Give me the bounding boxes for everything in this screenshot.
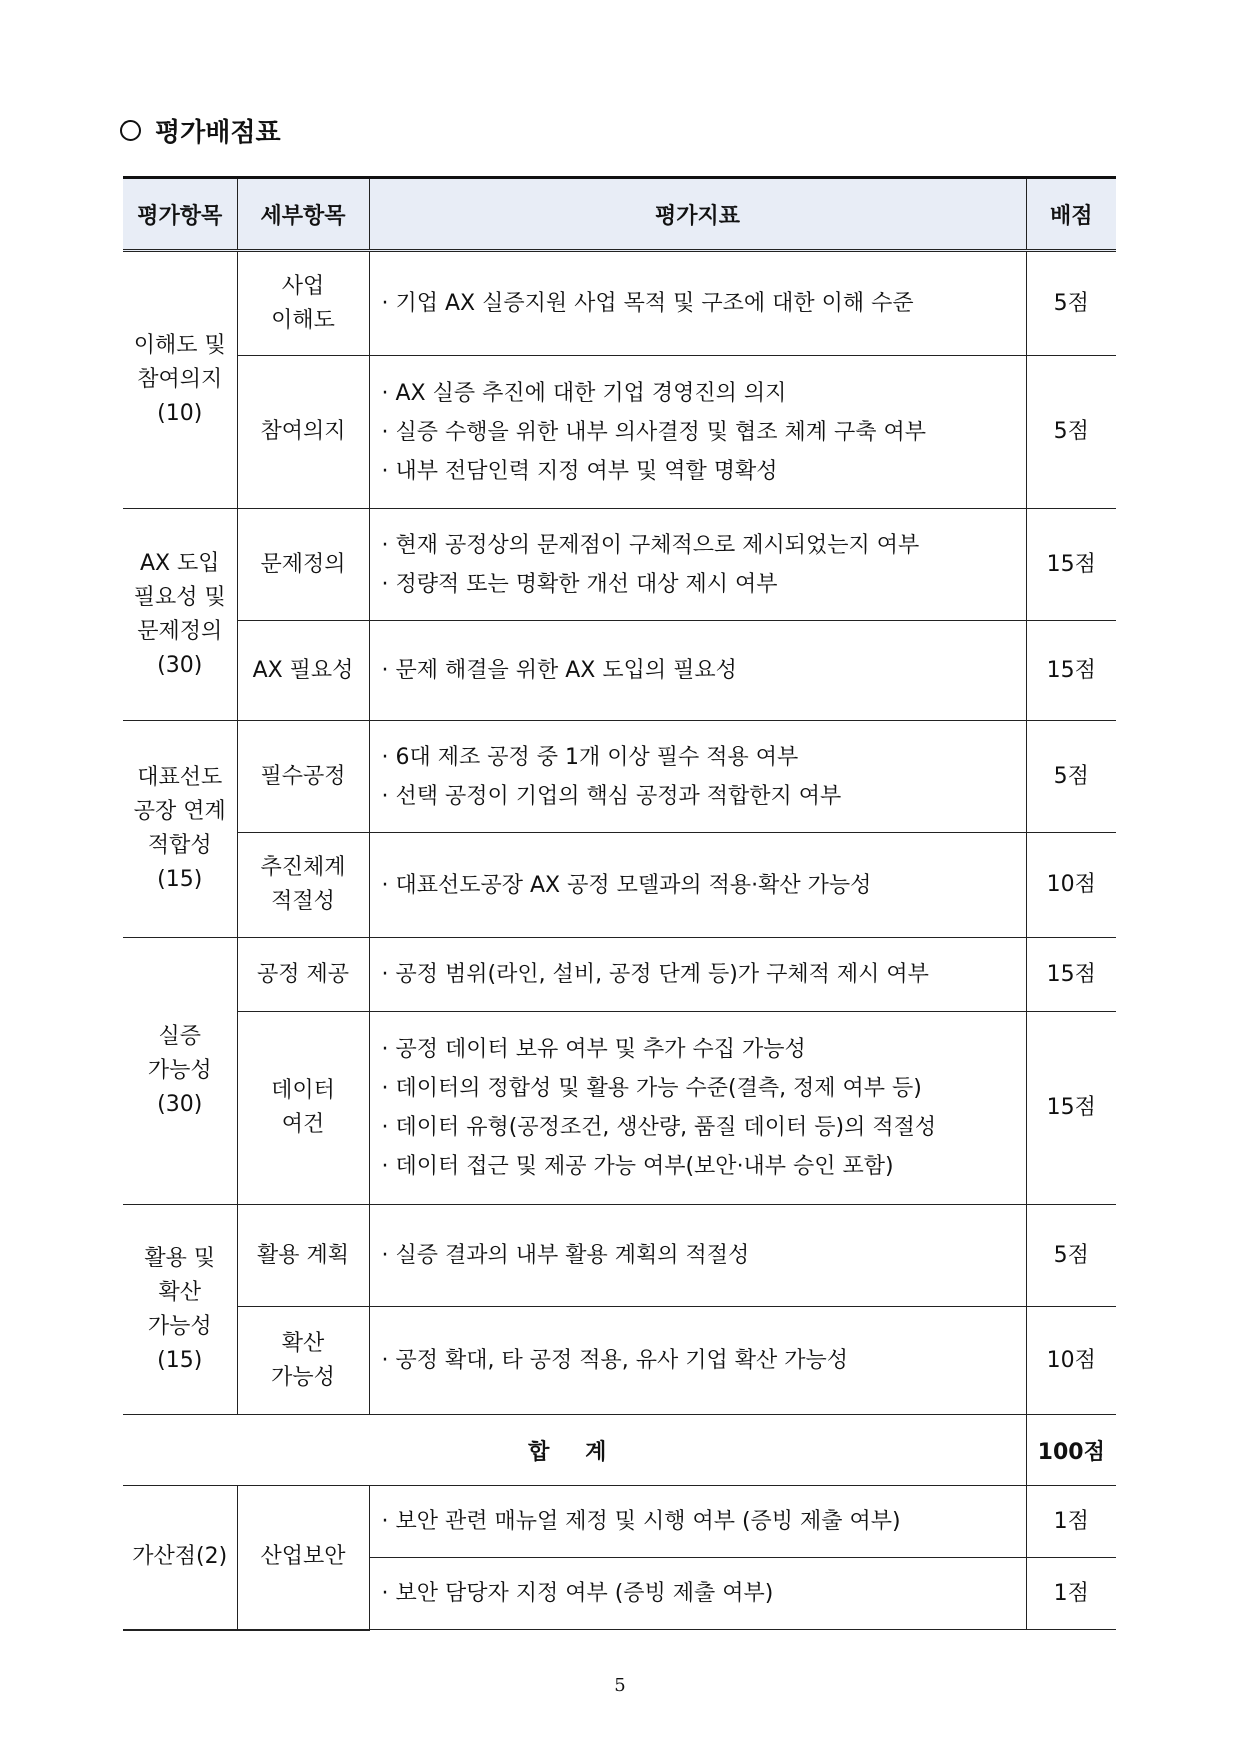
total-score: 100점 (1026, 1415, 1116, 1486)
header-category: 평가항목 (123, 178, 237, 251)
subcategory-cell: 활용 계획 (237, 1205, 369, 1307)
section-title: 평가배점표 (155, 118, 281, 148)
category-cell: 활용 및 확산 가능성 (15) (123, 1205, 237, 1415)
table-row (123, 1205, 1116, 1307)
subcategory-cell: 확산 가능성 (237, 1307, 369, 1415)
indicator-cell: · 문제 해결을 위한 AX 도입의 필요성 (369, 621, 1026, 721)
subcategory-cell: 공정 제공 (237, 938, 369, 1012)
table-row (123, 621, 1116, 721)
table-row (123, 721, 1116, 833)
table-row (123, 938, 1116, 1012)
total-label: 합 계 (123, 1415, 1026, 1486)
indicator-cell: · 6대 제조 공정 중 1개 이상 필수 적용 여부 · 선택 공정이 기업의 핵심 공정과 적합한지 여부 (369, 721, 1026, 833)
bonus-category-cell: 가산점(2) (123, 1486, 237, 1630)
score-cell: 1점 (1026, 1486, 1116, 1558)
subcategory-cell: 추진체계 적절성 (237, 833, 369, 938)
score-cell: 5점 (1026, 721, 1116, 833)
subcategory-cell: 데이터 여건 (237, 1012, 369, 1205)
header-subcategory: 세부항목 (237, 178, 369, 251)
section-heading (120, 112, 281, 149)
category-cell: 대표선도 공장 연계 적합성 (15) (123, 721, 237, 938)
subcategory-cell: AX 필요성 (237, 621, 369, 721)
indicator-cell: · 보안 관련 매뉴얼 제정 및 시행 여부 (증빙 제출 여부) (369, 1486, 1026, 1558)
header-indicator: 평가지표 (369, 178, 1026, 251)
indicator-cell: · 공정 데이터 보유 여부 및 추가 수집 가능성 · 데이터의 정합성 및 활용 가능 수준(결측, 정제 여부 등) · 데이터 유형(공정조건, 생산량, 품질 데이터 등)의 적절성 · 데이터 접근 및 제공 가능 여부(보안·내부 승인 포함) (369, 1012, 1026, 1205)
table-header-row (123, 178, 1116, 251)
score-cell: 15점 (1026, 621, 1116, 721)
indicator-cell: · 대표선도공장 AX 공정 모델과의 적용·확산 가능성 (369, 833, 1026, 938)
indicator-cell: · 공정 확대, 타 공정 적용, 유사 기업 확산 가능성 (369, 1307, 1026, 1415)
indicator-cell: · AX 실증 추진에 대한 기업 경영진의 의지 · 실증 수행을 위한 내부 의사결정 및 협조 체계 구축 여부 · 내부 전담인력 지정 여부 및 역할 명확성 (369, 356, 1026, 509)
indicator-cell: · 기업 AX 실증지원 사업 목적 및 구조에 대한 이해 수준 (369, 251, 1026, 356)
bonus-subcategory-cell: 산업보안 (237, 1486, 369, 1630)
subcategory-cell: 사업 이해도 (237, 251, 369, 356)
category-cell: 실증 가능성 (30) (123, 938, 237, 1205)
table-row (123, 251, 1116, 356)
score-cell: 1점 (1026, 1558, 1116, 1630)
total-row (123, 1415, 1116, 1486)
score-cell: 10점 (1026, 1307, 1116, 1415)
category-cell: AX 도입 필요성 및 문제정의 (30) (123, 509, 237, 721)
score-cell: 5점 (1026, 1205, 1116, 1307)
score-cell: 15점 (1026, 509, 1116, 621)
table-row (123, 1012, 1116, 1205)
indicator-cell: · 실증 결과의 내부 활용 계획의 적절성 (369, 1205, 1026, 1307)
table-row (123, 833, 1116, 938)
score-cell: 5점 (1026, 251, 1116, 356)
indicator-cell: · 현재 공정상의 문제점이 구체적으로 제시되었는지 여부 · 정량적 또는 명확한 개선 대상 제시 여부 (369, 509, 1026, 621)
table-row (123, 1486, 1116, 1558)
score-cell: 15점 (1026, 1012, 1116, 1205)
subcategory-cell: 필수공정 (237, 721, 369, 833)
score-cell: 10점 (1026, 833, 1116, 938)
category-cell: 이해도 및 참여의지 (10) (123, 251, 237, 509)
header-score: 배점 (1026, 178, 1116, 251)
subcategory-cell: 문제정의 (237, 509, 369, 621)
page-number: 5 (614, 1675, 626, 1696)
circle-bullet-icon (120, 120, 141, 141)
table-row (123, 509, 1116, 621)
score-cell: 15점 (1026, 938, 1116, 1012)
subcategory-cell: 참여의지 (237, 356, 369, 509)
table-row (123, 1307, 1116, 1415)
evaluation-score-table (123, 176, 1116, 1631)
score-cell: 5점 (1026, 356, 1116, 509)
indicator-cell: · 공정 범위(라인, 설비, 공정 단계 등)가 구체적 제시 여부 (369, 938, 1026, 1012)
table-row (123, 356, 1116, 509)
indicator-cell: · 보안 담당자 지정 여부 (증빙 제출 여부) (369, 1558, 1026, 1630)
